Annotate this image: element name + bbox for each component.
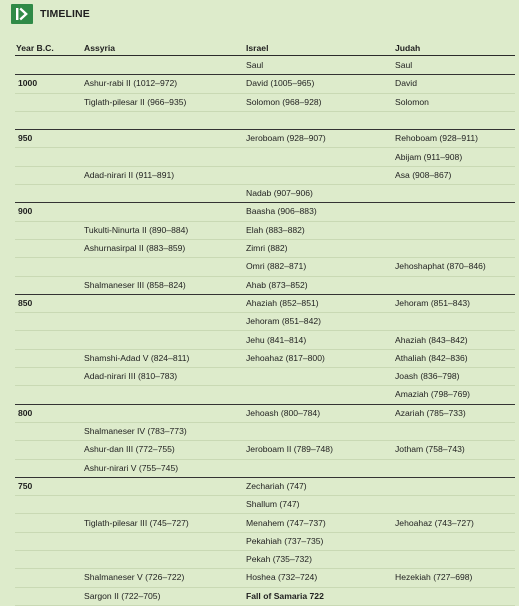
israel-cell: Nadab (907–906) <box>246 188 313 199</box>
table-row <box>15 331 515 350</box>
judah-cell: Hezekiah (727–698) <box>395 572 473 583</box>
table-row <box>15 385 515 404</box>
table-row <box>15 532 515 551</box>
israel-cell: Jehu (841–814) <box>246 334 307 345</box>
timeline-title: TIMELINE <box>40 8 90 20</box>
israel-cell: Omri (882–871) <box>246 261 307 272</box>
judah-cell: Ahaziah (843–842) <box>395 334 468 345</box>
assyria-cell: Shamshi-Adad V (824–811) <box>84 352 190 363</box>
year-cell: 950 <box>18 133 33 144</box>
assyria-cell: Shalmaneser V (726–722) <box>84 572 185 583</box>
israel-cell: Ahab (873–852) <box>246 279 308 290</box>
table-row <box>15 276 515 295</box>
year-cell: 800 <box>18 407 33 418</box>
israel-cell: David (1005–965) <box>246 78 315 89</box>
year-cell: 1000 <box>18 78 38 89</box>
israel-cell: Solomon (968–928) <box>246 96 322 107</box>
judah-cell: Asa (908–867) <box>395 169 452 180</box>
table-row <box>15 349 515 368</box>
table-row <box>15 166 515 185</box>
table-row <box>15 202 515 221</box>
assyria-cell: Tiglath-pilesar II (966–935) <box>84 96 187 107</box>
israel-cell: Zimri (882) <box>246 243 288 253</box>
table-row <box>15 587 515 606</box>
table-row <box>15 148 515 167</box>
israel-cell: Menahem (747–737) <box>246 517 326 528</box>
assyria-cell: Shalmaneser IV (783–773) <box>84 426 187 436</box>
assyria-cell: Sargon II (722–705) <box>84 590 161 601</box>
israel-cell: Baasha (906–883) <box>246 206 317 217</box>
table-row <box>15 93 515 112</box>
table-row <box>15 294 515 313</box>
table-row <box>15 74 515 93</box>
israel-cell: Jeroboam (928–907) <box>246 133 326 144</box>
assyria-cell: Ashurnasirpal II (883–859) <box>84 243 186 253</box>
table-row <box>15 312 515 331</box>
table-row <box>15 111 515 130</box>
israel-cell: Ahaziah (852–851) <box>246 297 319 308</box>
assyria-cell: Tukulti-Ninurta II (890–884) <box>84 224 189 235</box>
table-row <box>15 56 515 75</box>
israel-cell: Saul <box>246 60 264 70</box>
israel-cell: Fall of Samaria 722 <box>246 590 324 601</box>
assyria-cell: Adad-nirari II (911–891) <box>84 169 175 180</box>
israel-cell: Hoshea (732–724) <box>246 572 318 583</box>
judah-cell: Rehoboam (928–911) <box>395 133 478 144</box>
table-row <box>15 495 515 514</box>
israel-cell: Jeroboam II (789–748) <box>246 444 333 455</box>
table-row <box>15 514 515 533</box>
israel-cell: Pekahiah (737–735) <box>246 535 324 546</box>
judah-cell: Saul <box>395 60 413 70</box>
year-cell: 750 <box>18 480 33 491</box>
israel-cell: Pekah (735–732) <box>246 554 312 565</box>
chevron-right-icon <box>11 4 33 24</box>
judah-cell: David <box>395 78 417 89</box>
judah-cell: Jehoshaphat (870–846) <box>395 261 486 272</box>
timeline-header <box>11 4 90 24</box>
year-cell: 900 <box>18 206 33 217</box>
table-row <box>15 440 515 459</box>
table-row <box>15 257 515 276</box>
table-row <box>15 477 515 496</box>
judah-cell: Jotham (758–743) <box>395 444 465 455</box>
judah-cell: Joash (836–798) <box>395 371 460 382</box>
table-row <box>15 422 515 441</box>
judah-cell: Jehoram (851–843) <box>395 297 471 308</box>
israel-cell: Jehoash (800–784) <box>246 407 321 418</box>
column-header-year: Year B.C. <box>16 43 54 53</box>
israel-cell: Jehoram (851–842) <box>246 316 322 327</box>
israel-cell: Shallum (747) <box>246 499 300 510</box>
judah-cell: Athaliah (842–836) <box>395 352 468 363</box>
israel-cell: Zechariah (747) <box>246 480 307 491</box>
table-row <box>15 239 515 258</box>
table-row <box>15 221 515 240</box>
table-row <box>15 459 515 478</box>
judah-cell: Jehoahaz (743–727) <box>395 517 474 528</box>
assyria-cell: Ashur-rabi II (1012–972) <box>84 78 178 89</box>
table-row <box>15 129 515 148</box>
table-row <box>15 184 515 203</box>
table-row <box>15 550 515 569</box>
assyria-cell: Ashur-dan III (772–755) <box>84 444 175 455</box>
israel-cell: Elah (883–882) <box>246 224 305 235</box>
table-row <box>15 404 515 423</box>
table-row <box>15 568 515 587</box>
israel-cell: Jehoahaz (817–800) <box>246 352 325 363</box>
judah-cell: Azariah (785–733) <box>395 407 466 418</box>
judah-cell: Amaziah (798–769) <box>395 389 471 400</box>
judah-cell: Solomon <box>395 96 429 107</box>
assyria-cell: Ashur-nirari V (755–745) <box>84 462 179 473</box>
column-header-assyria: Assyria <box>84 43 116 53</box>
assyria-cell: Tiglath-pilesar III (745–727) <box>84 517 189 528</box>
column-header-israel: Israel <box>246 43 269 53</box>
year-cell: 850 <box>18 297 33 308</box>
assyria-cell: Shalmaneser III (858–824) <box>84 279 186 290</box>
assyria-cell: Adad-nirari III (810–783) <box>84 371 178 382</box>
judah-cell: Abijam (911–908) <box>395 151 463 162</box>
column-header-judah: Judah <box>395 43 421 53</box>
table-row <box>15 367 515 386</box>
